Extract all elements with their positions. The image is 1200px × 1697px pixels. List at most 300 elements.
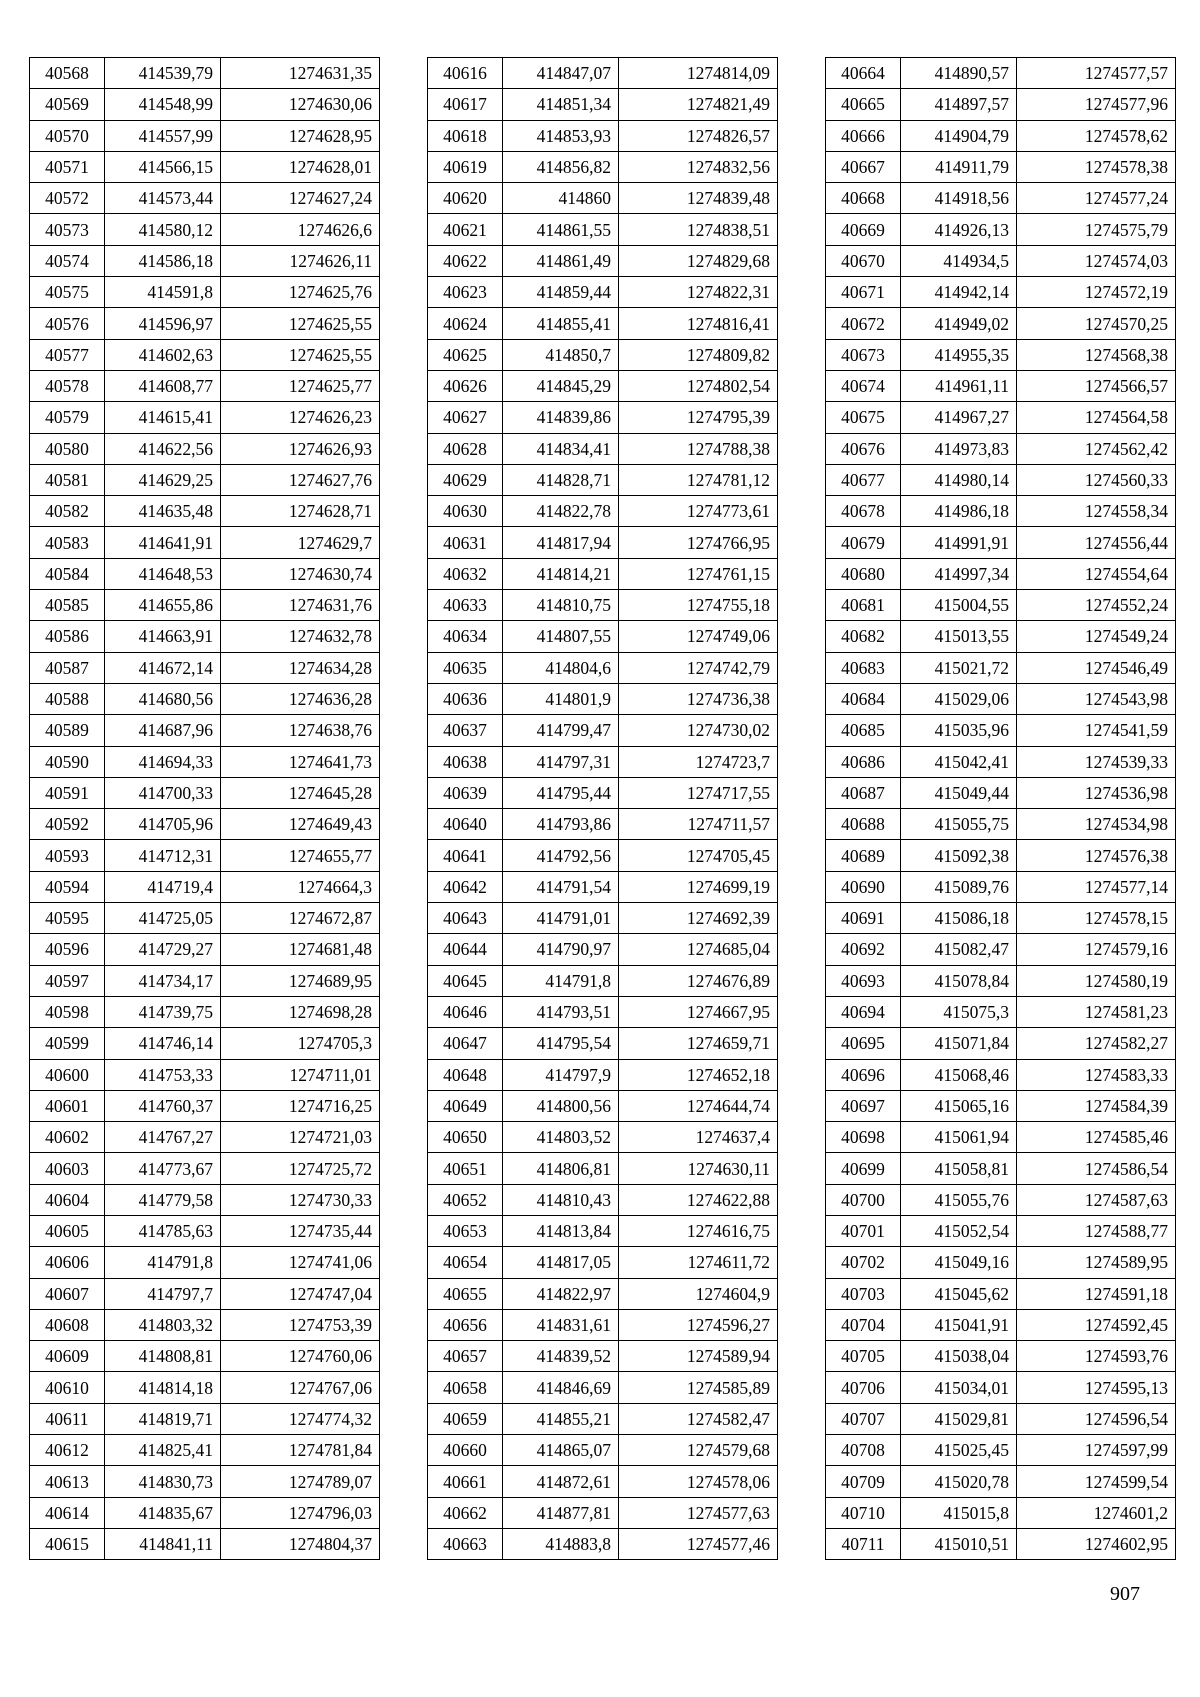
x-coordinate-cell: 414797,31 [503, 746, 619, 777]
x-coordinate-cell: 414680,56 [105, 683, 221, 714]
table-row [826, 746, 1176, 777]
table-row [30, 683, 380, 714]
y-coordinate-cell: 1274560,33 [1017, 464, 1176, 495]
point-number-cell: 40611 [30, 1403, 105, 1434]
x-coordinate-cell: 414641,91 [105, 527, 221, 558]
table-row [428, 840, 778, 871]
y-coordinate-cell: 1274582,27 [1017, 1028, 1176, 1059]
point-number-cell: 40639 [428, 777, 503, 808]
table-row [30, 1028, 380, 1059]
point-number-cell: 40568 [30, 58, 105, 89]
table-row [428, 1497, 778, 1528]
table-row [30, 934, 380, 965]
table-row [826, 840, 1176, 871]
point-number-cell: 40636 [428, 683, 503, 714]
table-row [30, 715, 380, 746]
table-row [428, 809, 778, 840]
y-coordinate-cell: 1274773,61 [619, 496, 778, 527]
point-number-cell: 40673 [826, 339, 901, 370]
point-number-cell: 40603 [30, 1153, 105, 1184]
x-coordinate-cell: 414991,91 [901, 527, 1017, 558]
point-number-cell: 40607 [30, 1278, 105, 1309]
table-row [30, 58, 380, 89]
point-number-cell: 40702 [826, 1247, 901, 1278]
x-coordinate-cell: 414596,97 [105, 308, 221, 339]
point-number-cell: 40587 [30, 652, 105, 683]
y-coordinate-cell: 1274698,28 [221, 996, 380, 1027]
x-coordinate-cell: 414835,67 [105, 1497, 221, 1528]
table-row [826, 1028, 1176, 1059]
table-row [30, 777, 380, 808]
x-coordinate-cell: 414817,94 [503, 527, 619, 558]
table-row [30, 370, 380, 401]
x-coordinate-cell: 414918,56 [901, 183, 1017, 214]
x-coordinate-cell: 414865,07 [503, 1435, 619, 1466]
x-coordinate-cell: 415082,47 [901, 934, 1017, 965]
table-row [30, 89, 380, 120]
point-number-cell: 40584 [30, 558, 105, 589]
point-number-cell: 40591 [30, 777, 105, 808]
x-coordinate-cell: 414825,41 [105, 1435, 221, 1466]
y-coordinate-cell: 1274625,76 [221, 277, 380, 308]
x-coordinate-cell: 414845,29 [503, 370, 619, 401]
x-coordinate-cell: 415071,84 [901, 1028, 1017, 1059]
point-number-cell: 40708 [826, 1435, 901, 1466]
y-coordinate-cell: 1274753,39 [221, 1309, 380, 1340]
x-coordinate-cell: 414791,8 [503, 965, 619, 996]
point-number-cell: 40592 [30, 809, 105, 840]
y-coordinate-cell: 1274814,09 [619, 58, 778, 89]
table-row [30, 277, 380, 308]
table-row [30, 996, 380, 1027]
point-number-cell: 40605 [30, 1215, 105, 1246]
table-row [30, 1435, 380, 1466]
y-coordinate-cell: 1274717,55 [619, 777, 778, 808]
x-coordinate-cell: 414793,51 [503, 996, 619, 1027]
point-number-cell: 40659 [428, 1403, 503, 1434]
point-number-cell: 40582 [30, 496, 105, 527]
x-coordinate-cell: 414883,8 [503, 1528, 619, 1559]
table-row [428, 1215, 778, 1246]
y-coordinate-cell: 1274664,3 [221, 871, 380, 902]
point-number-cell: 40599 [30, 1028, 105, 1059]
x-coordinate-cell: 415078,84 [901, 965, 1017, 996]
point-number-cell: 40577 [30, 339, 105, 370]
y-coordinate-cell: 1274543,98 [1017, 683, 1176, 714]
point-number-cell: 40613 [30, 1466, 105, 1497]
point-number-cell: 40635 [428, 652, 503, 683]
y-coordinate-cell: 1274629,7 [221, 527, 380, 558]
y-coordinate-cell: 1274628,95 [221, 120, 380, 151]
point-number-cell: 40638 [428, 746, 503, 777]
x-coordinate-cell: 414839,52 [503, 1341, 619, 1372]
table-row [30, 1153, 380, 1184]
y-coordinate-cell: 1274627,24 [221, 183, 380, 214]
x-coordinate-cell: 415045,62 [901, 1278, 1017, 1309]
x-coordinate-cell: 414800,56 [503, 1090, 619, 1121]
x-coordinate-cell: 415065,16 [901, 1090, 1017, 1121]
x-coordinate-cell: 415020,78 [901, 1466, 1017, 1497]
y-coordinate-cell: 1274689,95 [221, 965, 380, 996]
x-coordinate-cell: 415061,94 [901, 1122, 1017, 1153]
x-coordinate-cell: 414846,69 [503, 1372, 619, 1403]
table-row [428, 871, 778, 902]
table-row [826, 1090, 1176, 1121]
x-coordinate-cell: 414942,14 [901, 277, 1017, 308]
point-number-cell: 40681 [826, 590, 901, 621]
point-number-cell: 40687 [826, 777, 901, 808]
point-number-cell: 40621 [428, 214, 503, 245]
point-number-cell: 40617 [428, 89, 503, 120]
y-coordinate-cell: 1274655,77 [221, 840, 380, 871]
x-coordinate-cell: 415021,72 [901, 652, 1017, 683]
table-row [30, 214, 380, 245]
y-coordinate-cell: 1274736,38 [619, 683, 778, 714]
y-coordinate-cell: 1274581,23 [1017, 996, 1176, 1027]
point-number-cell: 40575 [30, 277, 105, 308]
point-number-cell: 40597 [30, 965, 105, 996]
y-coordinate-cell: 1274641,73 [221, 746, 380, 777]
table-row [30, 1341, 380, 1372]
point-number-cell: 40598 [30, 996, 105, 1027]
table-row [428, 120, 778, 151]
table-row [428, 1153, 778, 1184]
y-coordinate-cell: 1274601,2 [1017, 1497, 1176, 1528]
point-number-cell: 40684 [826, 683, 901, 714]
y-coordinate-cell: 1274604,9 [619, 1278, 778, 1309]
x-coordinate-cell: 414719,4 [105, 871, 221, 902]
table-row [428, 715, 778, 746]
y-coordinate-cell: 1274589,94 [619, 1341, 778, 1372]
table-row [826, 965, 1176, 996]
x-coordinate-cell: 414890,57 [901, 58, 1017, 89]
table-row [428, 277, 778, 308]
y-coordinate-cell: 1274672,87 [221, 903, 380, 934]
y-coordinate-cell: 1274577,57 [1017, 58, 1176, 89]
y-coordinate-cell: 1274742,79 [619, 652, 778, 683]
point-number-cell: 40633 [428, 590, 503, 621]
point-number-cell: 40588 [30, 683, 105, 714]
y-coordinate-cell: 1274760,06 [221, 1341, 380, 1372]
table-row [826, 934, 1176, 965]
point-number-cell: 40657 [428, 1341, 503, 1372]
point-number-cell: 40693 [826, 965, 901, 996]
y-coordinate-cell: 1274541,59 [1017, 715, 1176, 746]
point-number-cell: 40615 [30, 1528, 105, 1559]
x-coordinate-cell: 414856,82 [503, 151, 619, 182]
table-row [826, 1059, 1176, 1090]
table-row [428, 402, 778, 433]
point-number-cell: 40700 [826, 1184, 901, 1215]
table-row [30, 464, 380, 495]
y-coordinate-cell: 1274631,76 [221, 590, 380, 621]
table-row [30, 1247, 380, 1278]
x-coordinate-cell: 415013,55 [901, 621, 1017, 652]
point-number-cell: 40666 [826, 120, 901, 151]
point-number-cell: 40590 [30, 746, 105, 777]
point-number-cell: 40586 [30, 621, 105, 652]
x-coordinate-cell: 414828,71 [503, 464, 619, 495]
point-number-cell: 40624 [428, 308, 503, 339]
table-row [826, 1403, 1176, 1434]
y-coordinate-cell: 1274692,39 [619, 903, 778, 934]
y-coordinate-cell: 1274735,44 [221, 1215, 380, 1246]
point-number-cell: 40643 [428, 903, 503, 934]
table-row [30, 1466, 380, 1497]
table-row [30, 809, 380, 840]
x-coordinate-cell: 414980,14 [901, 464, 1017, 495]
table-row [428, 652, 778, 683]
table-row [826, 621, 1176, 652]
point-number-cell: 40660 [428, 1435, 503, 1466]
point-number-cell: 40699 [826, 1153, 901, 1184]
y-coordinate-cell: 1274644,74 [619, 1090, 778, 1121]
table-row [428, 1466, 778, 1497]
y-coordinate-cell: 1274781,84 [221, 1435, 380, 1466]
table-row [30, 1497, 380, 1528]
table-row [826, 464, 1176, 495]
x-coordinate-cell: 415035,96 [901, 715, 1017, 746]
table-row [428, 433, 778, 464]
x-coordinate-cell: 414961,11 [901, 370, 1017, 401]
x-coordinate-cell: 414795,44 [503, 777, 619, 808]
x-coordinate-cell: 414795,54 [503, 1028, 619, 1059]
x-coordinate-cell: 415049,16 [901, 1247, 1017, 1278]
table-row [428, 1528, 778, 1559]
table-row [826, 1466, 1176, 1497]
point-number-cell: 40682 [826, 621, 901, 652]
table-row [826, 683, 1176, 714]
x-coordinate-cell: 414803,32 [105, 1309, 221, 1340]
table-row [30, 402, 380, 433]
table-row [826, 777, 1176, 808]
x-coordinate-cell: 415092,38 [901, 840, 1017, 871]
table-row [30, 1528, 380, 1559]
point-number-cell: 40651 [428, 1153, 503, 1184]
y-coordinate-cell: 1274816,41 [619, 308, 778, 339]
y-coordinate-cell: 1274576,38 [1017, 840, 1176, 871]
coordinates-table-2 [427, 57, 778, 1560]
x-coordinate-cell: 414804,6 [503, 652, 619, 683]
x-coordinate-cell: 414791,54 [503, 871, 619, 902]
x-coordinate-cell: 414573,44 [105, 183, 221, 214]
x-coordinate-cell: 414841,11 [105, 1528, 221, 1559]
x-coordinate-cell: 414850,7 [503, 339, 619, 370]
point-number-cell: 40656 [428, 1309, 503, 1340]
table-row [428, 965, 778, 996]
table-row [428, 1122, 778, 1153]
table-row [30, 183, 380, 214]
x-coordinate-cell: 415068,46 [901, 1059, 1017, 1090]
y-coordinate-cell: 1274659,71 [619, 1028, 778, 1059]
x-coordinate-cell: 414566,15 [105, 151, 221, 182]
y-coordinate-cell: 1274587,63 [1017, 1184, 1176, 1215]
y-coordinate-cell: 1274699,19 [619, 871, 778, 902]
y-coordinate-cell: 1274795,39 [619, 402, 778, 433]
x-coordinate-cell: 414814,21 [503, 558, 619, 589]
y-coordinate-cell: 1274584,39 [1017, 1090, 1176, 1121]
x-coordinate-cell: 414955,35 [901, 339, 1017, 370]
point-number-cell: 40703 [826, 1278, 901, 1309]
x-coordinate-cell: 414725,05 [105, 903, 221, 934]
y-coordinate-cell: 1274539,33 [1017, 746, 1176, 777]
point-number-cell: 40572 [30, 183, 105, 214]
point-number-cell: 40637 [428, 715, 503, 746]
x-coordinate-cell: 414859,44 [503, 277, 619, 308]
x-coordinate-cell: 414700,33 [105, 777, 221, 808]
x-coordinate-cell: 414813,84 [503, 1215, 619, 1246]
table-row [30, 308, 380, 339]
y-coordinate-cell: 1274630,11 [619, 1153, 778, 1184]
table-row [826, 1215, 1176, 1246]
x-coordinate-cell: 415038,04 [901, 1341, 1017, 1372]
x-coordinate-cell: 414853,93 [503, 120, 619, 151]
x-coordinate-cell: 414797,9 [503, 1059, 619, 1090]
point-number-cell: 40647 [428, 1028, 503, 1059]
y-coordinate-cell: 1274822,31 [619, 277, 778, 308]
y-coordinate-cell: 1274839,48 [619, 183, 778, 214]
y-coordinate-cell: 1274585,46 [1017, 1122, 1176, 1153]
point-number-cell: 40631 [428, 527, 503, 558]
table-row [30, 621, 380, 652]
y-coordinate-cell: 1274575,79 [1017, 214, 1176, 245]
table-row [428, 89, 778, 120]
y-coordinate-cell: 1274725,72 [221, 1153, 380, 1184]
y-coordinate-cell: 1274578,62 [1017, 120, 1176, 151]
y-coordinate-cell: 1274534,98 [1017, 809, 1176, 840]
point-number-cell: 40606 [30, 1247, 105, 1278]
x-coordinate-cell: 414897,57 [901, 89, 1017, 120]
point-number-cell: 40585 [30, 590, 105, 621]
y-coordinate-cell: 1274586,54 [1017, 1153, 1176, 1184]
table-row [428, 996, 778, 1027]
point-number-cell: 40691 [826, 903, 901, 934]
y-coordinate-cell: 1274593,76 [1017, 1341, 1176, 1372]
x-coordinate-cell: 414792,56 [503, 840, 619, 871]
x-coordinate-cell: 414793,86 [503, 809, 619, 840]
y-coordinate-cell: 1274821,49 [619, 89, 778, 120]
y-coordinate-cell: 1274637,4 [619, 1122, 778, 1153]
point-number-cell: 40697 [826, 1090, 901, 1121]
point-number-cell: 40581 [30, 464, 105, 495]
table-row [30, 1215, 380, 1246]
y-coordinate-cell: 1274596,27 [619, 1309, 778, 1340]
point-number-cell: 40683 [826, 652, 901, 683]
y-coordinate-cell: 1274580,19 [1017, 965, 1176, 996]
point-number-cell: 40711 [826, 1528, 901, 1559]
x-coordinate-cell: 414791,8 [105, 1247, 221, 1278]
table-row [826, 402, 1176, 433]
table-row [826, 1341, 1176, 1372]
point-number-cell: 40658 [428, 1372, 503, 1403]
x-coordinate-cell: 414790,97 [503, 934, 619, 965]
y-coordinate-cell: 1274766,95 [619, 527, 778, 558]
point-number-cell: 40625 [428, 339, 503, 370]
table-row [826, 1528, 1176, 1559]
point-number-cell: 40688 [826, 809, 901, 840]
x-coordinate-cell: 414801,9 [503, 683, 619, 714]
table-row [428, 1278, 778, 1309]
y-coordinate-cell: 1274747,04 [221, 1278, 380, 1309]
table-row [428, 621, 778, 652]
x-coordinate-cell: 415055,75 [901, 809, 1017, 840]
point-number-cell: 40579 [30, 402, 105, 433]
table-row [428, 1341, 778, 1372]
x-coordinate-cell: 414648,53 [105, 558, 221, 589]
point-number-cell: 40594 [30, 871, 105, 902]
table-row [826, 1247, 1176, 1278]
point-number-cell: 40573 [30, 214, 105, 245]
table-row [826, 370, 1176, 401]
y-coordinate-cell: 1274741,06 [221, 1247, 380, 1278]
table-row [826, 715, 1176, 746]
y-coordinate-cell: 1274597,99 [1017, 1435, 1176, 1466]
x-coordinate-cell: 414797,7 [105, 1278, 221, 1309]
table-row [30, 1309, 380, 1340]
table-row [30, 527, 380, 558]
point-number-cell: 40705 [826, 1341, 901, 1372]
table-row [428, 1309, 778, 1340]
table-row [826, 558, 1176, 589]
table-row [826, 58, 1176, 89]
x-coordinate-cell: 414839,86 [503, 402, 619, 433]
y-coordinate-cell: 1274625,55 [221, 308, 380, 339]
x-coordinate-cell: 414808,81 [105, 1341, 221, 1372]
x-coordinate-cell: 415015,8 [901, 1497, 1017, 1528]
x-coordinate-cell: 414629,25 [105, 464, 221, 495]
y-coordinate-cell: 1274574,03 [1017, 245, 1176, 276]
point-number-cell: 40709 [826, 1466, 901, 1497]
point-number-cell: 40595 [30, 903, 105, 934]
table-row [428, 1372, 778, 1403]
table-row [30, 1372, 380, 1403]
table-row [428, 1403, 778, 1434]
table-row [30, 965, 380, 996]
y-coordinate-cell: 1274549,24 [1017, 621, 1176, 652]
x-coordinate-cell: 414591,8 [105, 277, 221, 308]
y-coordinate-cell: 1274583,33 [1017, 1059, 1176, 1090]
y-coordinate-cell: 1274626,11 [221, 245, 380, 276]
y-coordinate-cell: 1274636,28 [221, 683, 380, 714]
table-row [428, 1028, 778, 1059]
x-coordinate-cell: 414834,41 [503, 433, 619, 464]
table-row [30, 496, 380, 527]
y-coordinate-cell: 1274705,45 [619, 840, 778, 871]
y-coordinate-cell: 1274599,54 [1017, 1466, 1176, 1497]
point-number-cell: 40678 [826, 496, 901, 527]
y-coordinate-cell: 1274632,78 [221, 621, 380, 652]
point-number-cell: 40704 [826, 1309, 901, 1340]
y-coordinate-cell: 1274826,57 [619, 120, 778, 151]
point-number-cell: 40707 [826, 1403, 901, 1434]
y-coordinate-cell: 1274577,96 [1017, 89, 1176, 120]
table-row [30, 1059, 380, 1090]
point-number-cell: 40695 [826, 1028, 901, 1059]
table-row [826, 120, 1176, 151]
table-row [826, 1122, 1176, 1153]
point-number-cell: 40578 [30, 370, 105, 401]
x-coordinate-cell: 414819,71 [105, 1403, 221, 1434]
y-coordinate-cell: 1274578,06 [619, 1466, 778, 1497]
table-row [428, 934, 778, 965]
y-coordinate-cell: 1274711,57 [619, 809, 778, 840]
point-number-cell: 40652 [428, 1184, 503, 1215]
table-row [428, 746, 778, 777]
y-coordinate-cell: 1274631,35 [221, 58, 380, 89]
x-coordinate-cell: 415025,45 [901, 1435, 1017, 1466]
point-number-cell: 40645 [428, 965, 503, 996]
y-coordinate-cell: 1274577,46 [619, 1528, 778, 1559]
